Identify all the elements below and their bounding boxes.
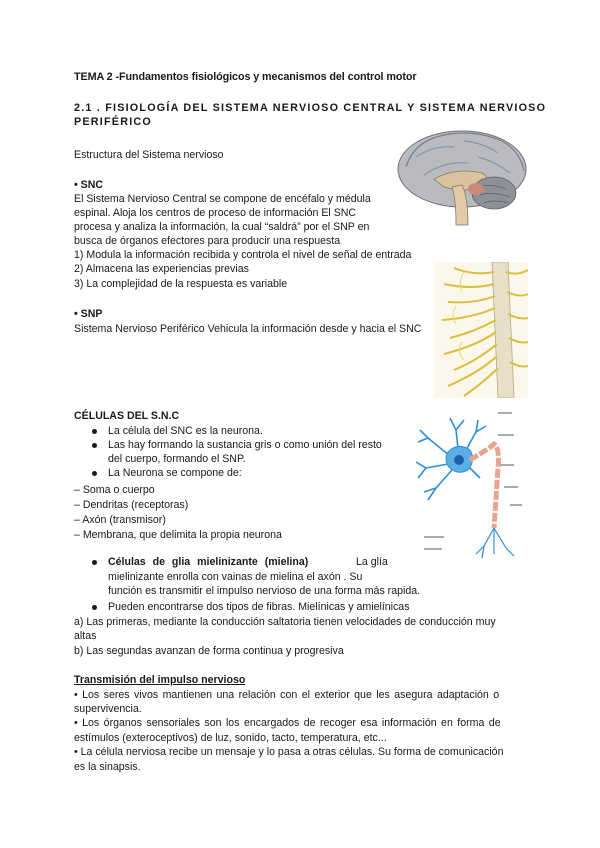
cells-heading: CÉLULAS DEL S.N.C <box>74 410 180 422</box>
section-heading-line1: 2.1 . FISIOLOGÍA DEL SISTEMA NERVIOSO CENTRAL Y SISTEMA NERVIOSO <box>74 102 547 114</box>
bullet-dot <box>92 443 97 448</box>
section-heading-line2: PERIFÉRICO <box>74 116 152 128</box>
impulse-paragraph: supervivencia. <box>74 703 142 715</box>
document-title: TEMA 2 -Fundamentos fisiológicos y mecanismos del control motor <box>74 71 417 83</box>
neuron-part: – Membrana, que delimita la propia neurona <box>74 529 282 541</box>
snc-line: procesa y analiza la información, la cual “saldrá” por el SNP en <box>74 221 370 233</box>
cells-bullet: Las hay formando la sustancia gris o como unión del resto <box>108 439 382 451</box>
brain-illustration <box>394 127 528 227</box>
structure-label: Estructura del Sistema nervioso <box>74 149 224 161</box>
bullet-dot <box>92 429 97 434</box>
impulse-paragraph: • Los seres vivos mantienen una relación con el exterior que les asegura adaptación o <box>74 689 500 701</box>
impulse-paragraph: es la sinapsis. <box>74 761 141 773</box>
bullet-dot <box>92 560 97 565</box>
bullet-dot <box>92 471 97 476</box>
snp-text: Sistema Nervioso Periférico Vehicula la información desde y hacia el SNC <box>74 323 422 335</box>
fibers-text: Pueden encontrarse dos tipos de fibras. Mielínicas y amielínicas <box>108 601 410 613</box>
neuron-illustration <box>414 408 528 564</box>
impulse-paragraph: • Los órganos sensoriales son los encargados de recoger esa información en forma de <box>74 717 501 729</box>
impulse-heading: Transmisión del impulso nervioso <box>74 674 246 686</box>
bullet-dot <box>92 605 97 610</box>
snp-heading: • SNP <box>74 308 103 320</box>
cells-bullet: La Neurona se compone de: <box>108 467 242 479</box>
spinal-cord-illustration <box>434 262 528 398</box>
snc-list-item: 3) La complejidad de la respuesta es variable <box>74 278 288 290</box>
neuron-part: – Soma o cuerpo <box>74 484 155 496</box>
snc-heading: • SNC <box>74 179 104 191</box>
impulse-paragraph: estímulos (exteroceptivos) de luz, sonido, tacto, temperatura, etc... <box>74 732 387 744</box>
impulse-paragraph: • La célula nerviosa recibe un mensaje y lo pasa a otras células. Su forma de comunicación <box>74 746 504 758</box>
neuron-part: – Dendritas (receptoras) <box>74 499 189 511</box>
glia-text: función es transmitir el impulso nervioso de una forma más rapida. <box>108 585 421 597</box>
glia-text: mielinizante enrolla con vainas de mielina el axón . Su <box>108 571 363 583</box>
cells-bullet: La célula del SNC es la neurona. <box>108 425 263 437</box>
neuron-part: – Axón (transmisor) <box>74 514 166 526</box>
cells-bullet-cont: del cuerpo, formando el SNP. <box>108 453 246 465</box>
snc-line: espinal. Aloja los centros de proceso de información El SNC <box>74 207 357 219</box>
snc-list-item: 2) Almacena las experiencias previas <box>74 263 249 275</box>
fiber-a-text: a) Las primeras, mediante la conducción saltatoria tienen velocidades de conducción muy <box>74 616 496 628</box>
fiber-a-text: altas <box>74 630 97 642</box>
snc-list-item: 1) Modula la información recibida y controla el nivel de señal de entrada <box>74 249 412 261</box>
fiber-b-text: b) Las segundas avanzan de forma continua y progresiva <box>74 645 344 657</box>
snc-line: busca de órganos efectores para producir una respuesta <box>74 235 341 247</box>
glia-heading: Células de glia mielinizante (mielina) <box>108 556 309 568</box>
snc-line: El Sistema Nervioso Central se compone de encéfalo y médula <box>74 193 371 205</box>
glia-text: La glía <box>356 556 388 568</box>
